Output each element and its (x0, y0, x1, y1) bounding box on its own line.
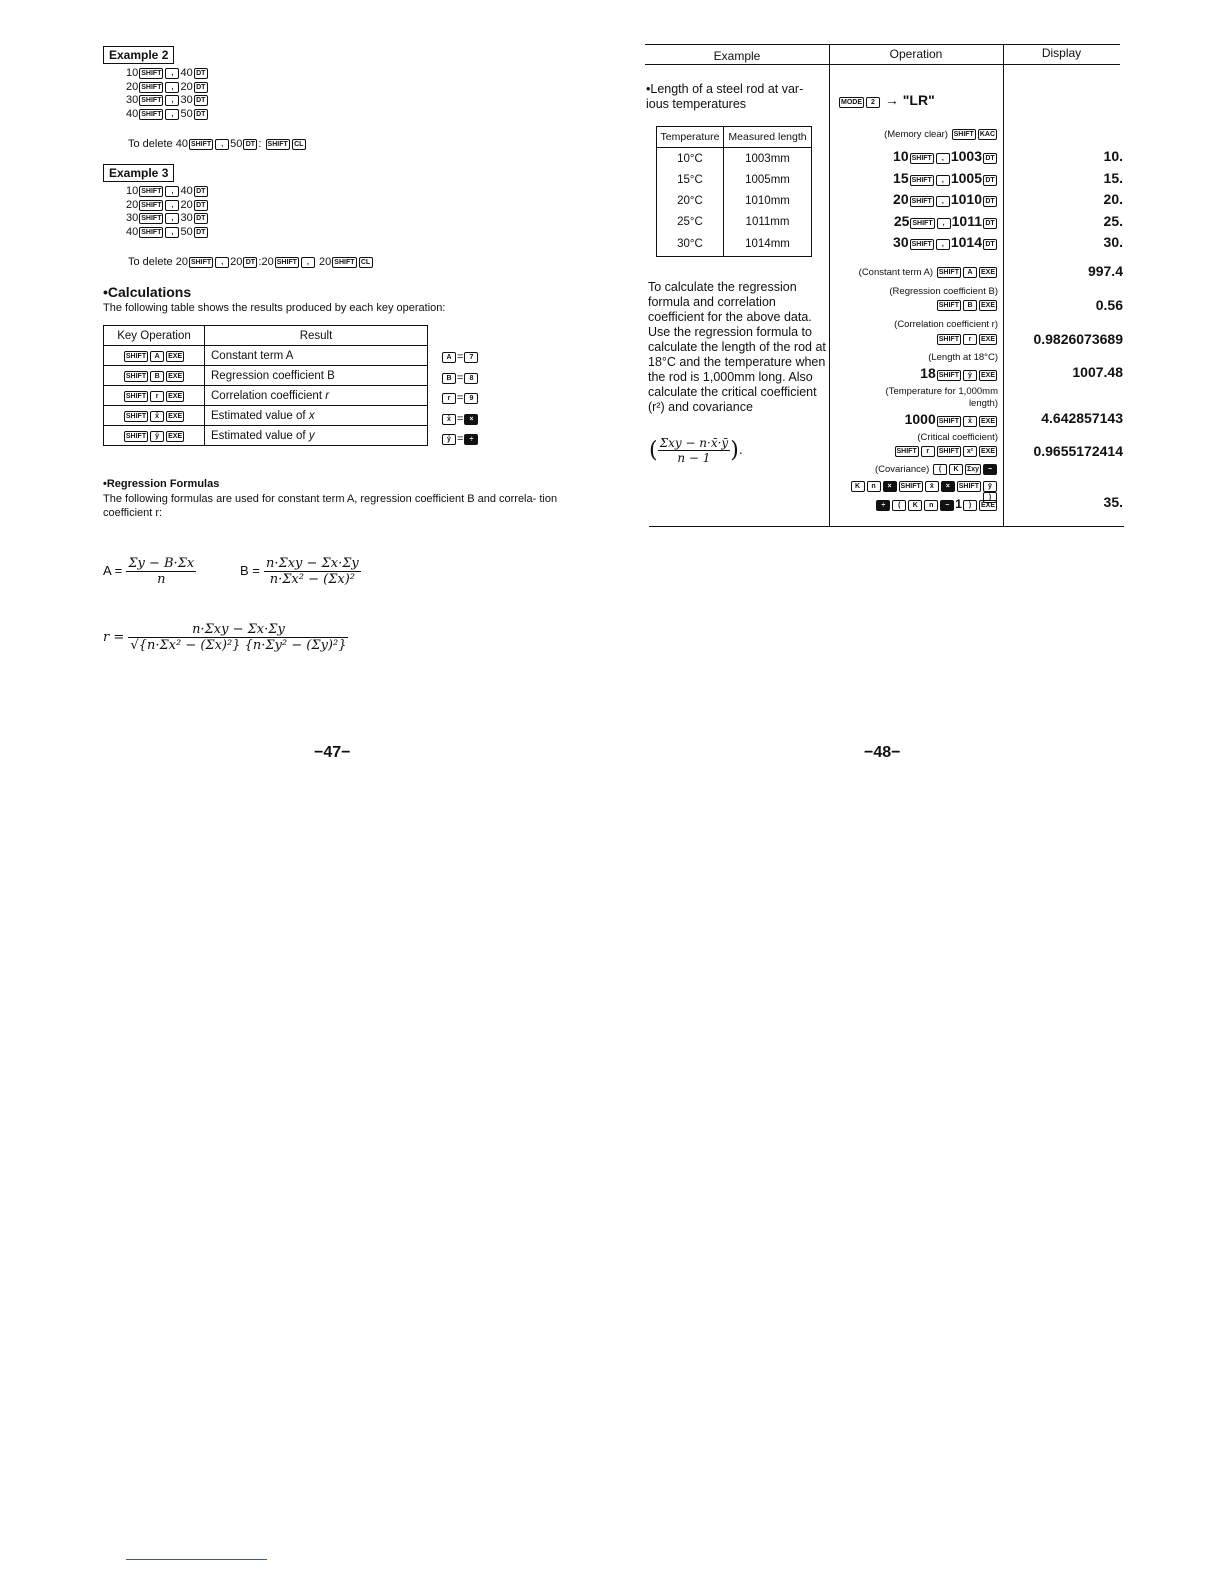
two-key-icon: 2 (866, 97, 880, 108)
letter-key-icon: ŷ (150, 431, 164, 442)
table-header-row (657, 127, 812, 148)
display-constant-a: 997.4 (1087, 263, 1123, 279)
shift-key-icon: SHIFT (190, 259, 212, 266)
result-cell: Estimated value of x (205, 406, 428, 426)
key-mapping-item: ŷ = ÷ (441, 429, 479, 450)
example-2-line: 10 SHIFT , 40 DT (126, 67, 209, 81)
example-2-line: 30 SHIFT , 30 DT (126, 94, 209, 108)
bottom-rule (649, 526, 1124, 527)
example-2-delete-note: To delete 40 SHIFT , 50 DT : SHIFT CL (128, 138, 307, 150)
display-len18: 1007.48 (1072, 364, 1123, 380)
example-3-delete-note: To delete 20 SHIFT , 20 DT :20 SHIFT , 20 SHIFT CL (128, 256, 374, 268)
example-3-block (103, 164, 174, 182)
comma-key-icon: , (165, 109, 179, 120)
display-value: 20. (1103, 191, 1123, 207)
result-cell: Correlation coefficient r (205, 386, 428, 406)
shift-key-icon: SHIFT (141, 215, 162, 222)
dt-key-icon: DT (194, 213, 208, 224)
shift-key-icon: SHIFT (125, 352, 147, 360)
key-mapping-list (441, 347, 479, 450)
dt-key-icon: DT (194, 95, 208, 106)
data-entry-line: 30 SHIFT , 1014 DT (835, 232, 998, 254)
len18-label: (Length at 18°C) (928, 352, 998, 363)
comma-key-icon: , (165, 213, 179, 224)
page-number-48: −48− (864, 744, 901, 761)
len18-op: 18 SHIFT ŷ EXE (920, 365, 995, 381)
covariance-op-line2: K n × SHIFT x̄ × SHIFT ȳ) (835, 481, 998, 503)
mode-key-icon: MODE (841, 99, 862, 106)
result-cell: Constant term A (205, 346, 428, 366)
col-header-key-operation: Key Operation (104, 326, 205, 346)
exe-key-icon: EXE (168, 352, 183, 360)
table-row: 15°C 1005mm (657, 169, 812, 190)
display-critical: 0.9655172414 (1033, 443, 1123, 459)
example-3-line: 10 SHIFT , 40 DT (126, 185, 209, 199)
col-header-temperature: Temperature (657, 127, 724, 148)
header-operation: Operation (889, 47, 943, 61)
key-cell (104, 406, 205, 426)
shift-key-icon: SHIFT (141, 70, 162, 77)
key-operation-table (103, 325, 428, 446)
covariance-formula: ( $\frac{\text{Σxy − n·x̄·ȳ}}{n - 1}$ ). (649, 436, 743, 465)
data-entry-line: 20 SHIFT , 1010 DT (835, 189, 998, 211)
example-3-line: 30 SHIFT , 30 DT (126, 212, 209, 226)
corr-r-op: SHIFT r EXE (938, 336, 995, 343)
display-corr-r: 0.9826073689 (1033, 331, 1123, 347)
shift-key-icon: SHIFT (141, 97, 162, 104)
display-covariance: 35. (1103, 494, 1123, 510)
dt-key-icon: DT (243, 257, 257, 268)
example-2-sequence (126, 67, 209, 121)
letter-key-icon: B (150, 371, 164, 382)
key-cell (104, 346, 205, 366)
result-cell: Regression coefficient B (205, 366, 428, 386)
table-row (104, 346, 428, 366)
shift-key-icon: SHIFT (125, 372, 147, 380)
regression-intro: The following formulas are used for constant term A, regression coefficient B and correla- tion coefficient r: (103, 493, 558, 519)
key-mapping-item: B = 8 (441, 368, 479, 389)
display-value: 10. (1103, 148, 1123, 164)
mode-operation: MODE 2 → "LR" (841, 92, 935, 108)
table-row: 30°C 1014mm (657, 232, 812, 257)
letter-key-icon: r (150, 391, 164, 402)
display-column (1003, 146, 1123, 254)
comma-key-icon: , (165, 200, 179, 211)
shift-key-icon: SHIFT (141, 201, 162, 209)
table-row (104, 386, 428, 406)
formula-r: r = $\frac{\text{n·Σxy − Σx·Σy}}{\text{√\{n·Σx² − (Σx)²\} \{n·Σy² − (Σy)²\}}}$ (103, 622, 347, 653)
page-number-47: −47− (314, 744, 351, 761)
col-header-measured-length: Measured length (724, 127, 812, 148)
dt-key-icon: DT (194, 186, 208, 197)
exe-key-icon: EXE (168, 372, 183, 380)
critical-op: SHIFT r SHIFT x² EXE (896, 448, 995, 455)
example-3-line: 20 SHIFT , 20 DT (126, 199, 209, 213)
letter-key-icon: x̂ (150, 411, 164, 422)
dt-key-icon: DT (194, 82, 208, 93)
calculations-heading: •Calculations (103, 284, 192, 300)
shift-key-icon: SHIFT (125, 392, 147, 400)
corr-r-label: (Correlation coefficient r) (894, 319, 998, 330)
example-3-sequence (126, 185, 209, 239)
comma-key-icon: , (165, 186, 179, 197)
header-top-rule (645, 44, 1120, 45)
key-mapping-item: A = 7 (441, 347, 479, 368)
covariance-op-line1: (Covariance) ( K Σxy − (835, 464, 998, 475)
temp1000-label: (Temperature for 1,000mm length) (885, 386, 998, 409)
problem-description: To calculate the regression formula and correlation coefficient for the above data. Use the regression formula to calculate the length of the rod at 18°C and the temperature when the rod is 1,000mm long. Also calculate the critical coefficient (r²) and covariance (648, 280, 826, 414)
constant-a-op: (Constant term A) SHIFT A EXE (858, 267, 995, 278)
comma-key-icon: , (301, 257, 315, 268)
comma-key-icon: , (215, 257, 229, 268)
example-2-label: Example 2 (103, 46, 174, 64)
example-3-line: 40 SHIFT , 50 DT (126, 226, 209, 240)
key-cell (104, 386, 205, 406)
covariance-op-line3: ÷ ( K n − 1 ) EXE (835, 497, 998, 511)
header-bottom-rule (645, 64, 1120, 65)
comma-key-icon: , (165, 95, 179, 106)
example-2-block (103, 46, 174, 64)
table-row (104, 426, 428, 446)
table-header-row (104, 326, 428, 346)
dt-key-icon: DT (194, 227, 208, 238)
shift-key-icon: SHIFT (141, 228, 162, 236)
table-row (104, 406, 428, 426)
dt-key-icon: DT (243, 139, 257, 150)
exe-key-icon: EXE (168, 412, 183, 420)
exe-key-icon: EXE (168, 432, 183, 440)
comma-key-icon: , (165, 68, 179, 79)
letter-key-icon: A (150, 351, 164, 362)
regression-heading: •Regression Formulas (103, 478, 220, 490)
display-reg-b: 0.56 (1095, 297, 1123, 313)
temperature-table (656, 126, 812, 257)
shift-key-icon: SHIFT (141, 83, 162, 91)
data-entry-ops (835, 146, 998, 254)
cl-key-icon: CL (292, 139, 306, 150)
data-entry-line: 15 SHIFT , 1005 DT (835, 168, 998, 190)
critical-label: (Critical coefficient) (917, 432, 998, 443)
col-header-result: Result (205, 326, 428, 346)
comma-key-icon: , (215, 139, 229, 150)
data-entry-line: 25 SHIFT , 1011 DT (835, 211, 998, 233)
reg-b-label: (Regression coefficient B) (889, 286, 998, 297)
memory-clear-op: (Memory clear) SHIFT KAC (884, 129, 995, 140)
formula-b: B = $\frac{\text{n·Σxy − Σx·Σy}}{\text{n·Σx² − (Σx)²}}$ (240, 556, 359, 587)
shift-key-icon: SHIFT (125, 412, 147, 420)
cl-key-icon: CL (359, 257, 373, 268)
key-mapping-item: x̂ = × (441, 409, 479, 430)
display-value: 15. (1103, 169, 1123, 186)
table-row: 25°C 1011mm (657, 211, 812, 232)
formula-a: A = $\frac{\Sigma y - B\cdot\Sigma x}{n}$ (103, 556, 195, 587)
result-cell: Estimated value of y (205, 426, 428, 446)
header-example: Example (713, 49, 761, 63)
calculations-intro: The following table shows the results produced by each key operation: (103, 302, 446, 314)
temp1000-op: 1000 SHIFT x̂ EXE (904, 411, 995, 427)
exe-key-icon: EXE (168, 392, 183, 400)
table-row: 10°C 1003mm (657, 148, 812, 170)
shift-key-icon: SHIFT (276, 259, 297, 266)
shift-key-icon: SHIFT (141, 110, 162, 118)
example-3-label: Example 3 (103, 164, 174, 182)
dt-key-icon: DT (194, 68, 208, 79)
table-row (104, 366, 428, 386)
shift-key-icon: SHIFT (125, 432, 147, 440)
comma-key-icon: , (165, 82, 179, 93)
shift-key-icon: SHIFT (141, 188, 162, 195)
dt-key-icon: DT (194, 200, 208, 211)
display-value: 25. (1103, 212, 1123, 229)
shift-key-icon: SHIFT (334, 259, 355, 266)
example-title: •Length of a steel rod at var- ious temperatures (646, 82, 804, 111)
table-row: 20°C 1010mm (657, 190, 812, 211)
display-temp1000: 4.642857143 (1041, 410, 1123, 426)
data-entry-line: 10 SHIFT , 1003 DT (835, 146, 998, 168)
shift-key-icon: SHIFT (267, 141, 288, 148)
footer-rule (126, 1559, 267, 1560)
reg-b-op: SHIFT B EXE (938, 302, 995, 309)
key-mapping-item: r = 9 (441, 388, 479, 409)
key-cell (104, 366, 205, 386)
dt-key-icon: DT (194, 109, 208, 120)
example-2-line: 20 SHIFT , 20 DT (126, 81, 209, 95)
display-value: 30. (1103, 234, 1123, 250)
shift-key-icon: SHIFT (190, 141, 212, 148)
example-2-line: 40 SHIFT , 50 DT (126, 108, 209, 122)
header-display: Display (1041, 46, 1082, 60)
key-cell (104, 426, 205, 446)
comma-key-icon: , (165, 227, 179, 238)
